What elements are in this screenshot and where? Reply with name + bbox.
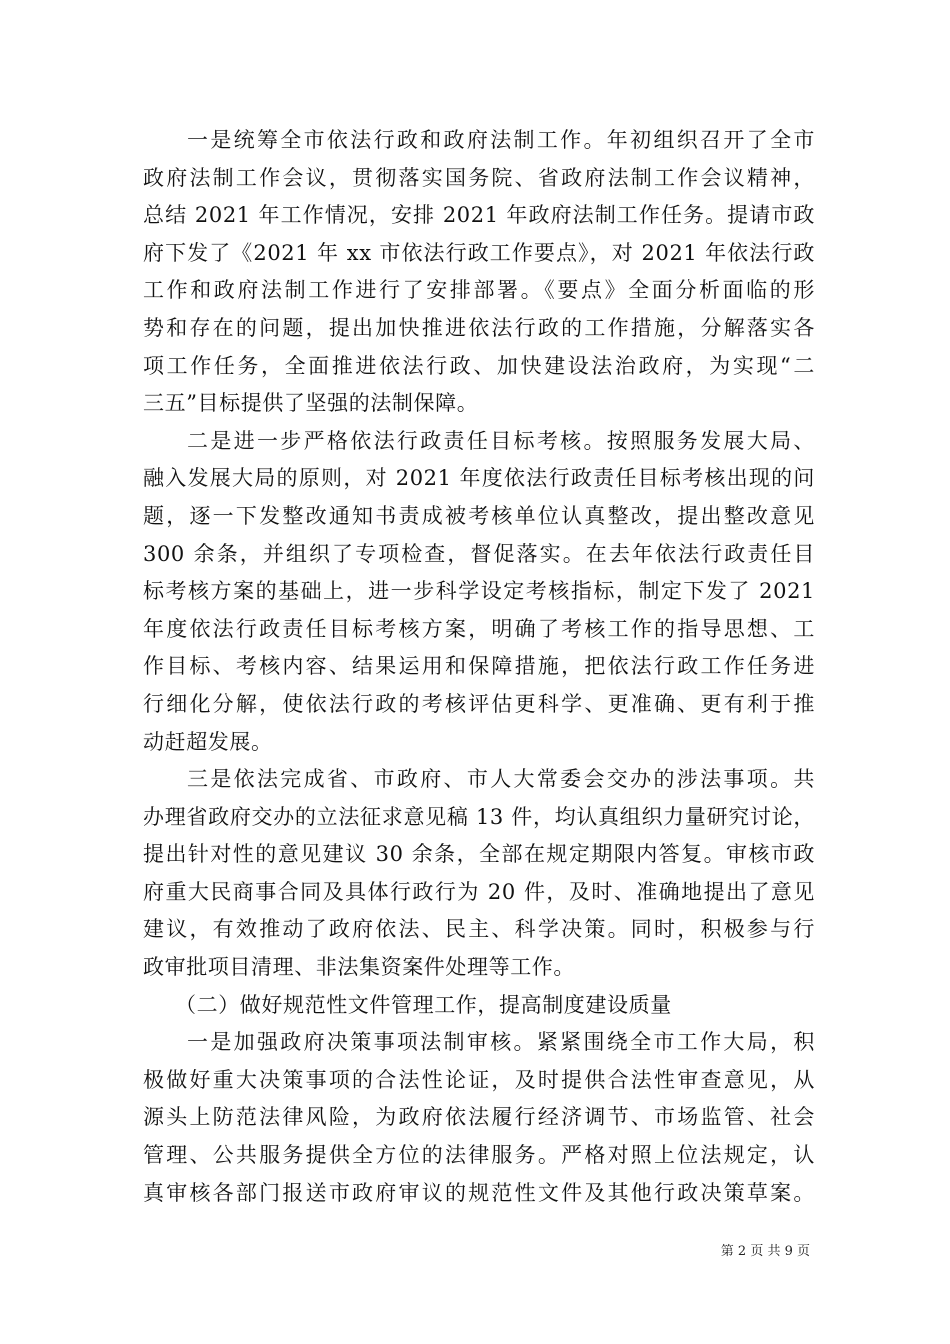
paragraph-line: 三是依法完成省、市政府、市人大常委会交办的涉法事项。共 — [187, 767, 815, 792]
paragraph-line: 极做好重大决策事项的合法性论证，及时提供合法性审查意见，从 — [143, 1067, 815, 1092]
paragraph-line: 一是统筹全市依法行政和政府法制工作。年初组织召开了全市 — [187, 128, 815, 152]
paragraph-line: 总结 2021 年工作情况，安排 2021 年政府法制工作任务。提请市政 — [143, 203, 815, 228]
paragraph-line: 二是进一步严格依法行政责任目标考核。按照服务发展大局、 — [187, 428, 815, 453]
paragraph-line: 源头上防范法律风险，为政府依法履行经济调节、市场监管、社会 — [143, 1105, 815, 1130]
paragraph-line: 提出针对性的意见建议 30 余条，全部在规定期限内答复。审核市政 — [143, 842, 815, 867]
paragraph-line: 年度依法行政责任目标考核方案，明确了考核工作的指导思想、工 — [143, 616, 815, 641]
paragraph-line: 管理、公共服务提供全方位的法律服务。严格对照上位法规定，认 — [143, 1143, 815, 1168]
section-heading: （二）做好规范性文件管理工作，提高制度建设质量 — [175, 992, 672, 1017]
paragraph-line: 动赶超发展。 — [143, 729, 273, 754]
paragraph-line: 势和存在的问题，提出加快推进依法行政的工作措施，分解落实各 — [143, 315, 815, 340]
page-number: 第 2 页 共 9 页 — [720, 1244, 810, 1259]
paragraph-line: 融入发展大局的原则，对 2021 年度依法行政责任目标考核出现的问 — [143, 466, 815, 491]
paragraph-line: 府下发了《2021 年 xx 市依法行政工作要点》，对 2021 年依法行政 — [143, 240, 815, 265]
paragraph-line: 作目标、考核内容、结果运用和保障措施，把依法行政工作任务进 — [143, 654, 815, 679]
document-body — [143, 122, 815, 1212]
paragraph-line: 一是加强政府决策事项法制审核。紧紧围绕全市工作大局，积 — [187, 1030, 815, 1055]
paragraph-line: 项工作任务，全面推进依法行政、加快建设法治政府，为实现“二 — [143, 353, 815, 378]
paragraph-line: 府重大民商事合同及具体行政行为 20 件，及时、准确地提出了意见 — [143, 879, 815, 904]
paragraph-line: 题，逐一下发整改通知书责成被考核单位认真整改，提出整改意见 — [143, 503, 815, 528]
paragraph-line: 300 余条，并组织了专项检查，督促落实。在去年依法行政责任目 — [143, 541, 815, 566]
paragraph-line: 政审批项目清理、非法集资案件处理等工作。 — [143, 955, 575, 980]
paragraph-line: 真审核各部门报送市政府审议的规范性文件及其他行政决策草案。 — [143, 1180, 815, 1205]
paragraph-line: 标考核方案的基础上，进一步科学设定考核指标，制定下发了 2021 — [143, 579, 815, 604]
paragraph-line: 政府法制工作会议，贯彻落实国务院、省政府法制工作会议精神， — [143, 165, 815, 190]
paragraph-line: 行细化分解，使依法行政的考核评估更科学、更准确、更有利于推 — [143, 691, 815, 716]
paragraph-line: 办理省政府交办的立法征求意见稿 13 件，均认真组织力量研究讨论， — [143, 804, 815, 829]
paragraph-line: 三五”目标提供了坚强的法制保障。 — [143, 391, 479, 416]
paragraph-line: 工作和政府法制工作进行了安排部署。《要点》全面分析面临的形 — [143, 278, 815, 303]
paragraph-line: 建议，有效推动了政府依法、民主、科学决策。同时，积极参与行 — [143, 917, 815, 942]
